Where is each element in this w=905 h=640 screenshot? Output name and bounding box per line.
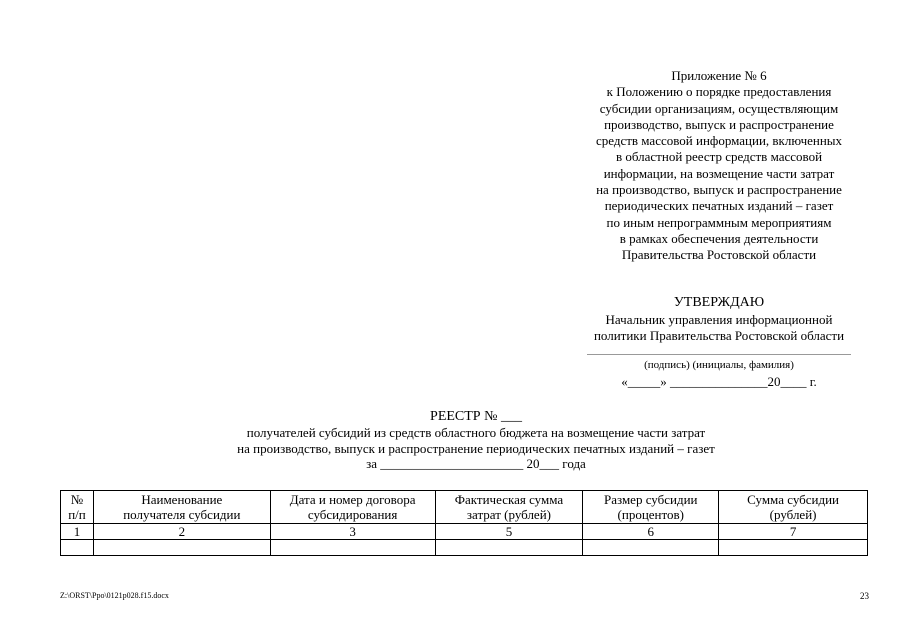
table-cell	[270, 540, 435, 556]
header-subsidy-amount: Сумма субсидии (рублей)	[719, 491, 868, 524]
header-recipient: Наименование получателя субсидии	[93, 491, 270, 524]
registry-title: РЕЕСТР № ___	[430, 409, 522, 424]
approval-position-line1: Начальник управления информационной	[605, 312, 833, 327]
appendix-line: информации, на возмещение части затрат	[603, 165, 835, 181]
column-number: 1	[61, 524, 94, 540]
appendix-line: Правительства Ростовской области	[621, 247, 817, 263]
table-cell	[719, 540, 868, 556]
column-number: 2	[93, 524, 270, 540]
signature-line	[587, 354, 851, 355]
signature-caption: (подпись) (инициалы, фамилия)	[644, 359, 794, 371]
table-cell	[61, 540, 94, 556]
appendix-line: средств массовой информации, включенных	[595, 133, 843, 149]
appendix-line: Приложение № 6	[671, 68, 767, 83]
column-number: 3	[270, 524, 435, 540]
approval-heading: УТВЕРЖДАЮ	[673, 295, 765, 310]
appendix-line: в областной реестр средств массовой	[615, 149, 823, 165]
appendix-line: производство, выпуск и распространение	[604, 116, 834, 132]
file-path-footer: Z:\ORST\Ppo\0121p028.f15.docx	[60, 591, 169, 600]
approval-date-line: «_____» _______________20____ г.	[621, 374, 817, 389]
header-actual-costs: Фактическая сумма затрат (рублей)	[435, 491, 583, 524]
appendix-block	[560, 68, 878, 264]
appendix-line: к Положению о порядке предоставления	[606, 84, 832, 100]
appendix-line: периодических печатных изданий – газет	[604, 198, 834, 214]
registry-table	[60, 490, 868, 556]
header-contract: Дата и номер договора субсидирования	[270, 491, 435, 524]
header-subsidy-rate: Размер субсидии (процентов)	[583, 491, 719, 524]
table-row	[61, 540, 868, 556]
appendix-line: в рамках обеспечения деятельности	[619, 230, 819, 246]
appendix-line: по иным непрограммным мероприятиям	[606, 214, 832, 230]
table-cell	[93, 540, 270, 556]
header-number: № п/п	[61, 491, 94, 524]
column-number: 5	[435, 524, 583, 540]
table-cell	[583, 540, 719, 556]
appendix-line: субсидии организациям, осуществляющим	[599, 100, 839, 116]
table-number-row	[61, 524, 868, 540]
registry-line2: на производство, выпуск и распространение периодических печатных изданий – газет	[237, 440, 715, 456]
page-number: 23	[860, 591, 869, 601]
registry-line1: получателей субсидий из средств областного бюджета на возмещение части затрат	[246, 425, 706, 440]
table-cell	[435, 540, 583, 556]
approval-position-line2: политики Правительства Ростовской области	[593, 328, 845, 343]
appendix-line: на производство, выпуск и распространение	[596, 182, 842, 198]
column-number: 7	[719, 524, 868, 540]
column-number: 6	[583, 524, 719, 540]
table-header-row	[61, 491, 868, 524]
approval-block	[560, 294, 878, 390]
registry-period-line: за ______________________ 20___ года	[366, 456, 586, 471]
registry-heading	[120, 409, 832, 472]
